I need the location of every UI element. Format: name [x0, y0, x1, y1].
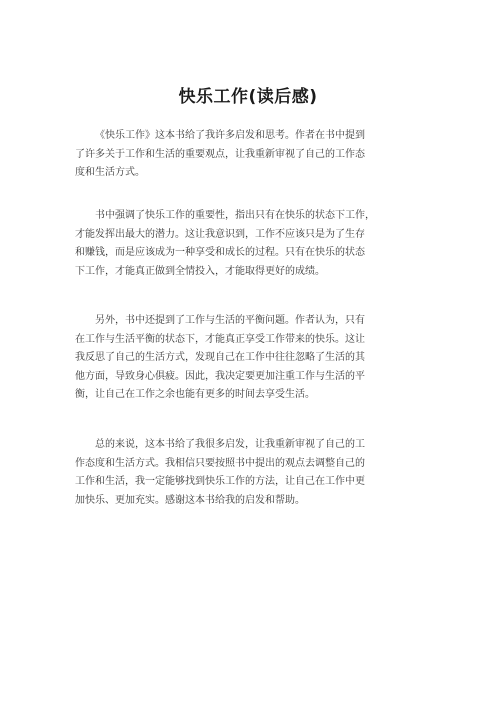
paragraph-line: 才能发挥出最大的潜力。这让我意识到，工作不应该只是为了生存	[75, 228, 365, 240]
paragraph-3	[75, 312, 445, 405]
paragraph-line: 工作和生活，我一定能够找到快乐工作的方法，让自己在工作中更	[75, 476, 365, 487]
paragraph-2	[75, 207, 445, 281]
paragraph-4	[75, 436, 445, 510]
paragraph-line: 作态度和生活方式。我相信只要按照书中提出的观点去调整自己的	[75, 457, 365, 469]
paragraph-line: 和赚钱，而是应该成为一种享受和成长的过程。只有在快乐的状态	[75, 247, 365, 258]
document-title: 快乐工作(读后感)	[178, 87, 318, 107]
paragraph-line: 书中强调了快乐工作的重要性，指出只有在快乐的状态下工作，	[95, 210, 375, 221]
paragraph-line: 另外，书中还提到了工作与生活的平衡问题。作者认为，只有	[95, 315, 365, 326]
paragraph-line: 他方面，导致身心俱疲。因此，我决定要更加注重工作与生活的平	[75, 370, 365, 382]
paragraph-line: 我反思了自己的生活方式，发现自己在工作中往往忽略了生活的其	[75, 352, 365, 363]
paragraph-line: 总的来说，这本书给了我很多启发，让我重新审视了自己的工	[95, 439, 365, 450]
paragraph-line: 了许多关于工作和生活的重要观点，让我重新审视了自己的工作态	[75, 148, 365, 160]
paragraph-line: 加快乐、更加充实。感谢这本书给我的启发和帮助。	[75, 494, 305, 506]
paragraph-line: 度和生活方式。	[75, 167, 145, 178]
paragraph-line: 在工作与生活平衡的状态下，才能真正享受工作带来的快乐。这让	[75, 333, 365, 345]
paragraph-line: 衡，让自己在工作之余也能有更多的时间去享受生活。	[75, 389, 315, 400]
paragraph-line: 《快乐工作》这本书给了我许多启发和思考。作者在书中提到	[95, 130, 365, 141]
paragraph-1	[75, 127, 445, 183]
paragraph-line: 下工作，才能真正做到全情投入，才能取得更好的成绩。	[75, 265, 325, 277]
